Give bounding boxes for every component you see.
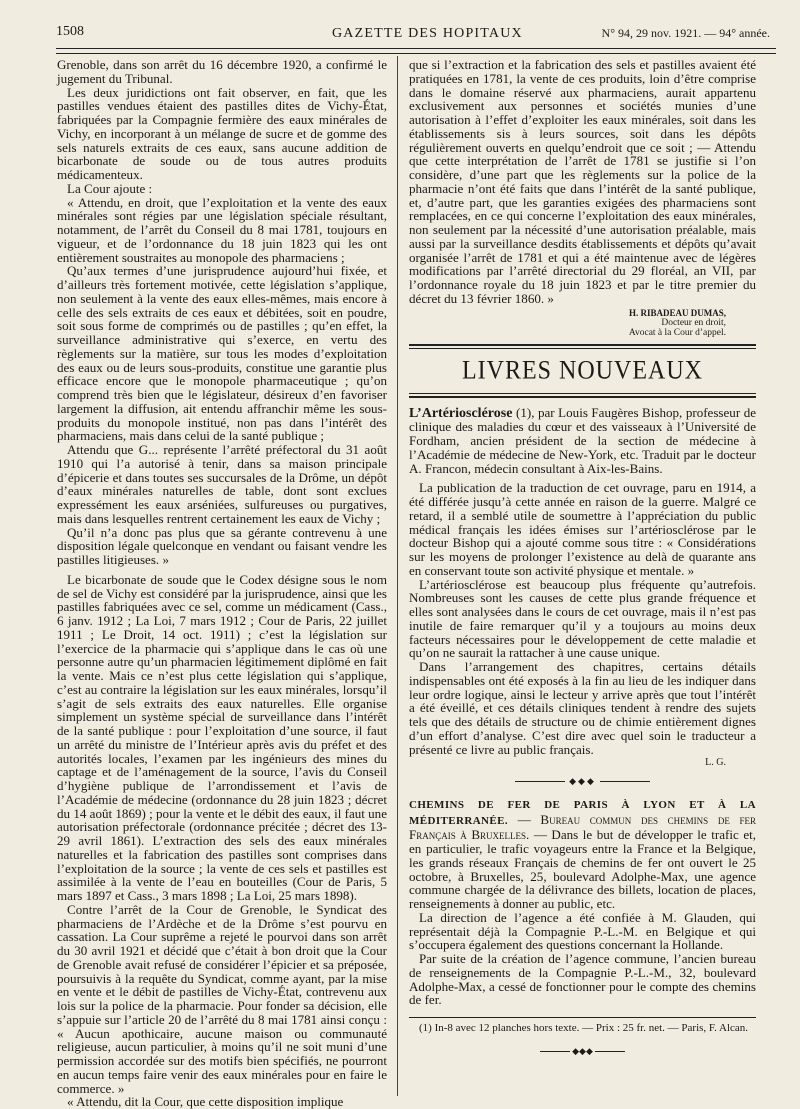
journal-title: GAZETTE DES HOPITAUX <box>332 26 523 41</box>
paragraph: Attendu que G... représente l’arrêté préfectoral du 31 août 1910 qui l’a autorisé à tenir, dans sa maison principale d’épicerie et dans toutes ses succursales de la Drôme, un dépôt d’eaux minérales naturelles de table, dont sont exclues expressément les eaux arséniées, sulfureuses ou purgatives, mais dans lesquelles rentrent certainement les eaux de Vichy ; <box>57 442 387 526</box>
right-column <box>409 58 756 1059</box>
section-rule-bottom <box>409 393 756 398</box>
footnote: (1) In-8 avec 12 planches hors texte. — Prix : 25 fr. net. — Paris, F. Alcan. <box>419 1022 749 1034</box>
page-header <box>56 22 780 48</box>
book-entry <box>409 406 756 476</box>
paragraph: Grenoble, dans son arrêt du 16 décembre 1920, a confirmé le jugement du Tribunal. <box>57 57 387 86</box>
section-title: LIVRES NOUVEAUX <box>462 356 703 385</box>
paragraph: Contre l’arrêt de la Cour de Grenoble, le Syndicat des pharmaciens de l’Ardèche et de la Drôme s’est pourvu en cassation. La Cour suprême a rejeté le pourvoi dans son arrêt du 30 avril 1921 et décidé que c’était à bon droit que la Cour de Grenoble avait refusé de considérer l’épicier et sa préposée, poursuivis à la requête du Syndicat, comme ayant, par la mise en vente et le débit de pastilles de Vichy-État, contrevenu aux lois sur la police de la pharmacie. Pour fonder sa décision, elle s’appuie sur l’article 20 de l’arrêté du 8 mai 1781 ainsi conçu : « Aucun apothicaire, aucune maison ou communauté religieuse, aucun particulier, à moins qu’il ne soit muni d’une permission accordée sur des motifs bien spécifiés, ne pourront en aucun temps faire venir des eaux minérales pour en faire le commerce. » <box>57 901 387 1096</box>
issue-info: N° 94, 29 nov. 1921. — 94° année. <box>601 26 770 40</box>
signature-title: Docteur en droit, <box>661 317 726 328</box>
left-column <box>57 58 387 1109</box>
review-initials: L. G. <box>705 757 726 769</box>
page-number: 1508 <box>56 24 84 39</box>
signature-name: H. RIBADEAU DUMAS, <box>628 307 726 318</box>
column-divider <box>397 56 398 1096</box>
book-description: , par Louis Faugères Bishop, professeur de clinique des maladies du cœur et des vaisseaux à l’Université de Fordham, ancien président de la section de médecine à l’Académie de médecine de New-York, etc. Traduit par le docteur A. Francon, médecin consultant à Aix-les-Bains. <box>409 404 757 476</box>
end-flourish: ◆◆◆ <box>409 1045 756 1059</box>
rail-subheading: — Bureau commun des chemins de fer Français à Bruxelles. <box>409 811 756 843</box>
paragraph: Dans l’arrangement des chapitres, certains détails indispensables ont été exposés à la fin au lieu de les indiquer dans leur ordre logique, ainsi le lecteur y arrive après que tout l’intérêt a été éveillé, et ces détails cliniques tendent à rendre des sujets tels que des détails de structure ou de chimie entièrement dignes d’un effort d’analyse. C’est dire avec quel soin le traducteur a présenté ce livre au public français. <box>409 659 756 757</box>
footnote-ref: (1) <box>515 404 532 420</box>
paragraph: La direction de l’agence a été confiée à M. Glauden, qui représentait déjà la Compagnie P.-L.-M. en Belgique et qui s’occupera également des questions concernant la Hollande. <box>409 909 756 953</box>
paragraph: « Attendu, dit la Cour, que cette disposition implique <box>67 1094 344 1109</box>
paragraph: que si l’extraction et la fabrication des sels et pastilles avaient été pratiquées en 1781, la vente de ces produits, loin d’être comprise dans le domaine réservé aux pharmaciens, aurait appartenu exclusivement aux personnes et sociétés munies d’une autorisation à l’effet d’exploiter les eaux minérales, soit dans les établissements sis à leurs sources, soit dans les dépôts régulièrement ouverts en quelqu’endroit que ce soit ; — Attendu que cette interprétation de l’arrêt de 1781 se justifie si l’on considère, d’une part que les règlements sur la police de la pharmacie n’ont été faits que dans l’intérêt de la santé publique, et, d’autre part, que les garanties exigées des pharmaciens sont remplacées, en ce qui concerne l’exploitation des eaux minérales, non seulement par la nécessité d’une autorisation préalable, mais aussi par la surveillance desdits établissements et dépôts qu’avait organisée l’arrêt de 1781 et qui a été maintenue avec de légères modifications par l’arrêté directorial du 29 floréal, an VII, par l’ordonnance royale du 18 juin 1823 et par le titre premier du décret du 13 février 1860. » <box>409 57 756 306</box>
header-rule <box>56 48 776 54</box>
rail-entry <box>409 797 756 911</box>
section-rule-top <box>409 344 756 349</box>
paragraph: La Cour ajoute : <box>67 180 153 196</box>
paragraph: Qu’aux termes d’une jurisprudence aujourd’hui fixée, et d’ailleurs très fortement motivée, cette législation s’applique, non seulement à la vente des eaux elles-mêmes, mais encore à celle des sels extraits de ces eaux et débitées, soit en poudre, soit sous forme de comprimés ou de pastilles ; qu’en effet, la surveillance administrative qui s’exerce, en vertu des règlements sur la matière, sur tous les modes d’exploitation des eaux ou de leurs sous-produits, constitue une garantie plus efficace encore que le monopole pharmaceutique ; qu’on comprend très bien que le législateur, désireux d’en favoriser largement la diffusion, ait entendu affranchir même les sous-produits du monopole institué, non pas dans l’intérêt des pharmaciens, mais dans celui de la santé publique ; <box>57 263 387 444</box>
paragraph: Qu’il n’a donc pas plus que sa gérante contrevenu à une disposition légale quelconque en vendant ou faisant vendre les pastilles litigieuses. » <box>57 524 387 567</box>
paragraph: Par suite de la création de l’agence commune, l’ancien bureau de renseignements de la Compagnie P.-L.-M., 32, boulevard Adolphe-Max, a cessé de fonctionner pour le compte des chemins de fer. <box>409 951 756 1008</box>
footnote-rule <box>409 1017 756 1018</box>
paragraph: Le bicarbonate de soude que le Codex désigne sous le nom de sel de Vichy est considéré par la jurisprudence, ainsi que les pastilles fabriquées avec ce sel, comme un médicament (Cass., 6 janv. 1912 ; La Loi, 7 mars 1912 ; Cour de Paris, 22 juillet 1911 ; Le Droit, 14 oct. 1911) ; c’est la législation sur l’exercice de la pharmacie qui s’applique dans le cas où une personne autre qu’un pharmacien légitimement diplômé en fait la vente. Mais ce n’est plus cette législation qui s’applique, c’est au contraire la législation sur les eaux minérales, lorsqu’il s’agit de sels extraits des eaux naturelles. Elle organise simplement un système spécial de surveillance dans l’intérêt de la santé publique : pour l’exploitation d’une source, il faut un arrêté du ministre de l’Intérieur après avis du préfet et des autorités locales, l’examen par les ingénieurs des mines du captage et de l’aménagement de la source, l’avis du Conseil d’hygiène publique de l’arrondissement et l’avis de l’Académie de médecine (ordonnance du 28 juin 1823 ; décret du 14 août 1869) ; pour la vente et le débit des eaux, il faut une autorisation préfectorale (ordonnance précitée ; décret des 13-29 avril 1861). L’extraction des sels des eaux minérales naturelles et la fabrication des pastilles sont comprises dans l’exploitation de la source ; la vente de ces sels et pastilles est assimilée à la vente de l’eau en bouteilles (Cour de Paris, 5 mars 1897 et Cass., 3 mars 1898 ; La Loi, 25 mars 1898). <box>57 571 387 903</box>
book-title: L’Artériosclérose <box>409 405 513 421</box>
paragraph: Les deux juridictions ont fait observer, en fait, que les pastilles vendues étaient des pastilles dites de Vichy-État, fabriquées par la Compagnie fermière des eaux minérales de Vichy, en incorporant à un mélange de sucre et de gomme des sels naturels extraits de ces eaux, sans aucune addition de bicarbonate de soude ou de tous autres produits médicamenteux. <box>57 84 387 182</box>
separator-flourish: ◆◆◆ <box>409 775 756 789</box>
signature-title: Avocat à la Cour d’appel. <box>628 327 726 338</box>
paragraph: La publication de la traduction de cet ouvrage, paru en 1914, a été différée jusqu’à cette année en raison de la guerre. Malgré ce retard, il a semblé utile de soumettre à l’appréciation du public médical français les idées émises sur l’artériosclérose par le docteur Bishop qui a ajouté comme sous titre : « Considérations sur les moyens de prolonger l’existence au delà de quarante ans en conservant toute son activité physique et mentale. » <box>409 480 756 578</box>
paragraph: L’artériosclérose est beaucoup plus fréquente qu’autrefois. Nombreuses sont les causes de cette plus grande fréquence et elles sont analysées dans le cours de cet ouvrage, mais il n’est pas inutile de faire remarquer qu’il y a toujours au moins deux facteurs nécessaires pour le développement de cette maladie et qu’on ne saurait la rattacher à une cause unique. <box>409 576 756 661</box>
rail-text: — Dans le but de développer le trafic et, en particulier, le trafic voyageurs entre la France et la Belgique, les grands réseaux Français de chemins de fer ont ouvert le 25 octobre, à Bruxelles, 25, boulevard Adolphe-Max, une agence commune chargée de la délivrance des billets, location de places, renseignements à donner au public, etc. <box>409 827 756 911</box>
paragraph: « Attendu, en droit, que l’exploitation et la vente des eaux minérales sont régies par une législation spéciale résultant, notamment, de l’arrêt du Conseil du 8 mai 1781, toujours en vigueur, et de l’ordonnance du 18 juin 1823 qui les ont entièrement soustraites au monopole des pharmaciens ; <box>57 194 387 265</box>
rail-heading: CHEMINS DE FER DE PARIS À LYON ET À LA MÉDITERRANÉE. <box>409 798 756 827</box>
